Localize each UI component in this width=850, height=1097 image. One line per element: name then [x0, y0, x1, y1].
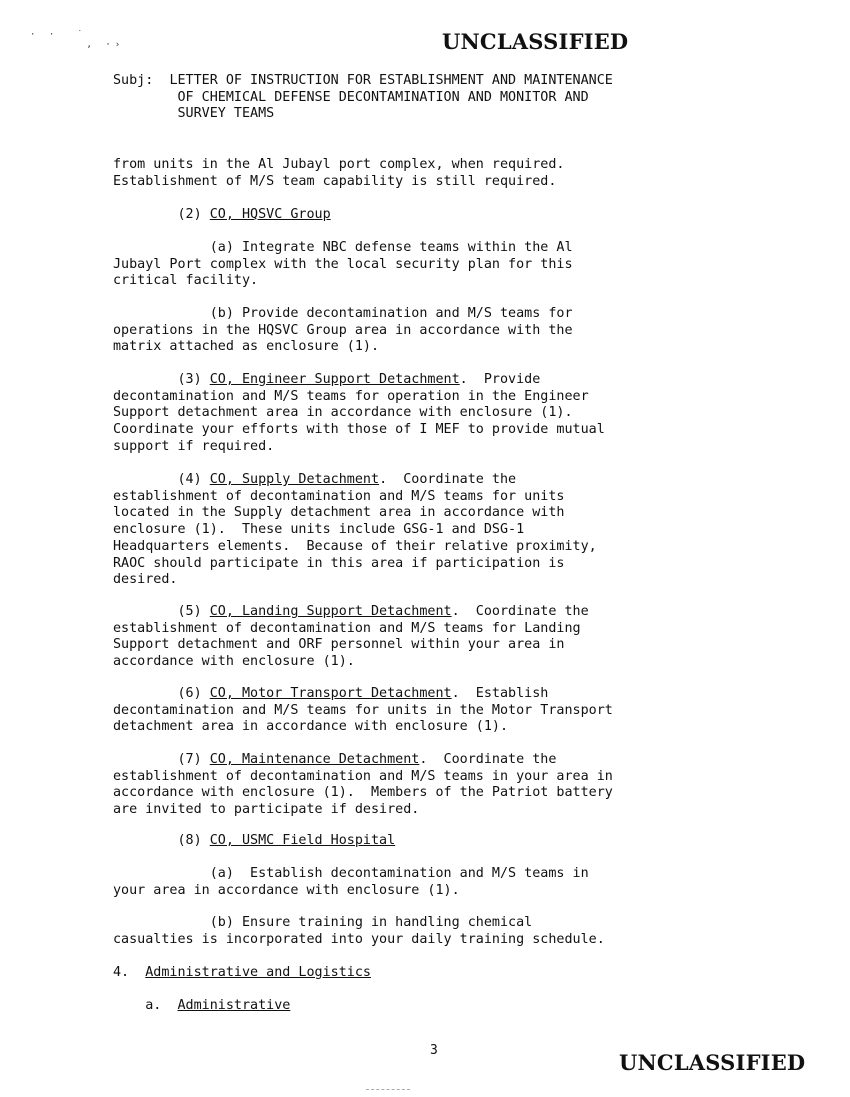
paragraph-3-title: CO, Engineer Support Detachment	[209, 372, 460, 387]
section-4a-title: Administrative	[177, 998, 291, 1013]
subject-block	[113, 73, 613, 123]
subject-line: LETTER OF INSTRUCTION FOR ESTABLISHMENT AND MAINTENANCE	[169, 73, 613, 88]
footer-artifact	[366, 1089, 410, 1090]
paragraph-2-heading: (2) CO, HQSVC Group	[177, 207, 331, 222]
paragraph-2b: (b) Provide decontamination and M/S teams for operations in the HQSVC Group area in accordance with the matrix attached as enclosure (1).	[113, 306, 573, 355]
paragraph-7-title: CO, Maintenance Detachment	[209, 752, 420, 767]
paragraph-4: (4) CO, Supply Detachment. Coordinate the establishment of decontamination and M/S teams for units located in the Supply detachment area in accordance with enclosure (1). These units include GSG-1 and DSG-1 Headquarters elements. Because of their relative proximity, RAOC should participate in this area if participation is desired.	[113, 472, 597, 588]
page-number: 3	[430, 1043, 438, 1058]
subject-line: SURVEY TEAMS	[177, 106, 275, 122]
paragraph-8a: (a) Establish decontamination and M/S teams in your area in accordance with enclosure (1).	[113, 866, 589, 898]
continuation-paragraph: from units in the Al Jubayl port complex, when required. Establishment of M/S team capability is still required.	[113, 157, 565, 189]
subject-line: OF CHEMICAL DEFENSE DECONTAMINATION AND MONITOR AND	[177, 89, 589, 105]
paragraph-6-title: CO, Motor Transport Detachment	[209, 686, 452, 701]
paragraph-4-title: CO, Supply Detachment	[209, 472, 380, 487]
paragraph-2a: (a) Integrate NBC defense teams within the Al Jubayl Port complex with the local security plan for this critical facility.	[113, 240, 573, 289]
paragraph-6: (6) CO, Motor Transport Detachment. Establish decontamination and M/S teams for units in the Motor Transport detachment area in accordance with enclosure (1).	[113, 686, 613, 735]
paragraph-8-title: CO, USMC Field Hospital	[209, 833, 396, 848]
paragraph-2-title: CO, HQSVC Group	[209, 207, 331, 222]
section-4a-heading: a. Administrative	[145, 998, 291, 1013]
scan-artifacts: · · ˙ ‚ ·›	[30, 30, 125, 50]
section-4-heading: 4. Administrative and Logistics	[113, 965, 371, 980]
classification-banner-bottom: UNCLASSIFIED	[619, 1050, 806, 1075]
paragraph-8-heading: (8) CO, USMC Field Hospital	[177, 833, 396, 848]
paragraph-3: (3) CO, Engineer Support Detachment. Provide decontamination and M/S teams for operation in the Engineer Support detachment area in accordance with enclosure (1). Coordinate your efforts with those of I MEF to provide mutual support if required.	[113, 372, 605, 454]
paragraph-7: (7) CO, Maintenance Detachment. Coordinate the establishment of decontamination and M/S teams in your area in accordance with enclosure (1). Members of the Patriot battery are invited to participate if desired.	[113, 752, 613, 818]
paragraph-5-title: CO, Landing Support Detachment	[209, 604, 452, 619]
section-4-title: Administrative and Logistics	[145, 965, 371, 980]
paragraph-8b: (b) Ensure training in handling chemical casualties is incorporated into your daily training schedule.	[113, 915, 605, 947]
subject-label: Subj:	[113, 73, 154, 88]
paragraph-5: (5) CO, Landing Support Detachment. Coordinate the establishment of decontamination and M/S teams for Landing Support detachment and ORF personnel within your area in accordance with enclosure (1).	[113, 604, 589, 670]
classification-banner-top: UNCLASSIFIED	[442, 29, 629, 54]
